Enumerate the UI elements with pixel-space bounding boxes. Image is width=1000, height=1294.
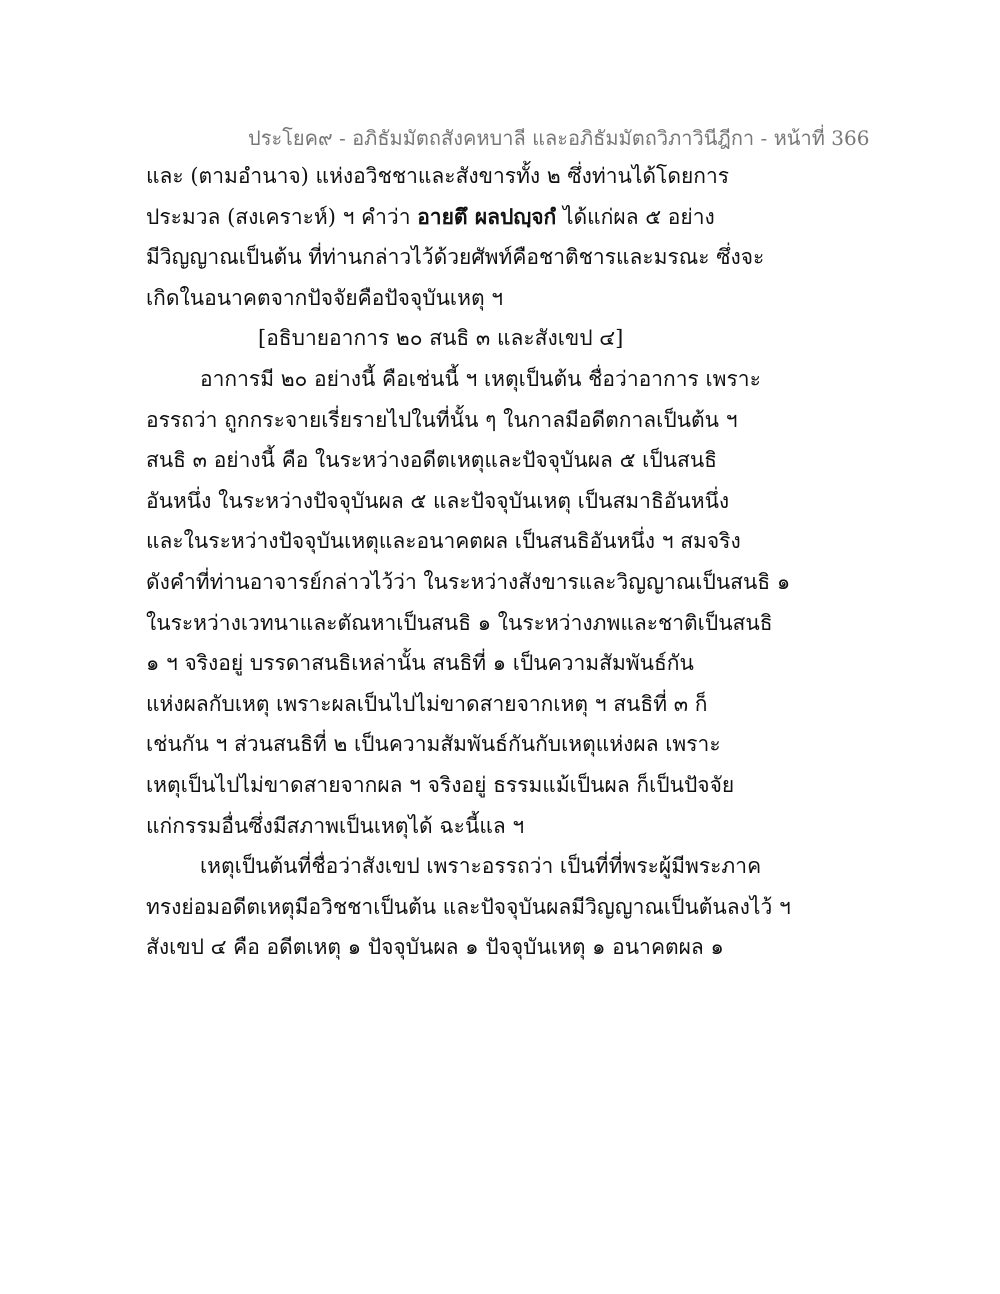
text-line: [146, 359, 761, 400]
text-line: [146, 197, 756, 238]
text-segment: อรรถว่า ถูกกระจายเรี่ยรายไปในที่นั้น ๆ ในกาลมีอดีตกาลเป็นต้น ฯ: [146, 407, 738, 432]
text-segment: เกิดในอนาคตจากปัจจัยคือปัจจุบันเหตุ ฯ: [146, 285, 504, 310]
text-line: [146, 278, 756, 319]
text-segment: [อธิบายอาการ ๒๐ สนธิ ๓ และสังเขป ๔]: [258, 326, 624, 351]
text-line: [146, 887, 791, 928]
text-line: [146, 237, 765, 278]
text-line: [146, 400, 756, 441]
text-segment: มีวิญญาณเป็นต้น ที่ท่านกล่าวไว้ด้วยศัพท์คือชาติชารและมรณะ ซึ่งจะ: [146, 245, 765, 270]
text-line: [146, 684, 756, 725]
text-segment: ดังคำที่ท่านอาจารย์กล่าวไว้ว่า ในระหว่างสังขารและวิญญาณเป็นสนธิ ๑: [146, 569, 791, 594]
text-segment: อาการมี ๒๐ อย่างนี้ คือเช่นนี้ ฯ เหตุเป็นต้น ชื่อว่าอาการ เพราะ: [200, 366, 761, 391]
text-segment: อันหนึ่ง ในระหว่างปัจจุบันผล ๕ และปัจจุบันเหตุ เป็นสมาธิอันหนึ่ง: [146, 488, 730, 513]
text-segment: สนธิ ๓ อย่างนี้ คือ ในระหว่างอดีตเหตุและปัจจุบันผล ๕ เป็นสนธิ: [146, 448, 717, 473]
page-header: ประโยค๙ - อภิธัมมัตถสังคหบาลี และอภิธัมมัตถวิภาวินีฎีกา - หน้าที่ 366: [248, 126, 870, 150]
text-segment: ในระหว่างเวทนาและตัณหาเป็นสนธิ ๑ ในระหว่างภพและชาติเป็นสนธิ: [146, 610, 773, 635]
text-segment: ทรงย่อมอดีตเหตุมีอวิชชาเป็นต้น และปัจจุบันผลมีวิญญาณเป็นต้นลงไว้ ฯ: [146, 894, 791, 919]
section-heading: [146, 318, 756, 359]
text-segment: สังเขป ๔ คือ อดีตเหตุ ๑ ปัจจุบันผล ๑ ปัจจุบันเหตุ ๑ อนาคตผล ๑: [146, 935, 724, 960]
text-line: [146, 562, 791, 603]
text-line: [146, 927, 756, 968]
bold-term: อายตึ ผลปญฺจกํ: [417, 203, 557, 229]
text-line: [146, 156, 756, 197]
text-line: [146, 481, 756, 522]
text-segment: และ (ตามอำนาจ) แห่งอวิชชาและสังขารทั้ง ๒ ซึ่งท่านได้โดยการ: [146, 164, 730, 188]
text-segment: ประมวล (สงเคราะห์) ฯ คำว่า: [146, 204, 418, 229]
text-segment: แห่งผลกับเหตุ เพราะผลเป็นไปไม่ขาดสายจากเหตุ ฯ สนธิที่ ๓ ก็: [146, 691, 708, 716]
text-line: [146, 765, 756, 806]
text-segment: ๑ ฯ จริงอยู่ บรรดาสนธิเหล่านั้น สนธิที่ ๑ เป็นความสัมพันธ์กัน: [146, 651, 694, 676]
text-segment: แก่กรรมอื่นซึ่งมีสภาพเป็นเหตุได้ ฉะนี้แล ฯ: [146, 813, 525, 838]
text-segment: เหตุเป็นต้นที่ชื่อว่าสังเขป เพราะอรรถว่า เป็นที่ที่พระผู้มีพระภาค: [200, 854, 762, 879]
text-line: [146, 521, 756, 562]
text-segment: และในระหว่างปัจจุบันเหตุและอนาคตผล เป็นสนธิอันหนึ่ง ฯ สมจริง: [146, 529, 741, 554]
text-line: [146, 806, 756, 847]
text-segment: เหตุเป็นไปไม่ขาดสายจากผล ฯ จริงอยู่ ธรรมแม้เป็นผล ก็เป็นปัจจัย: [146, 772, 735, 797]
text-line: [146, 724, 756, 765]
text-line: [146, 643, 756, 684]
text-segment: ได้แก่ผล ๕ อย่าง: [556, 204, 715, 229]
text-line: [146, 846, 762, 887]
text-line: [146, 603, 773, 644]
text-segment: เช่นกัน ฯ ส่วนสนธิที่ ๒ เป็นความสัมพันธ์กันกับเหตุแห่งผล เพราะ: [146, 732, 721, 757]
text-line: [146, 440, 756, 481]
text-body: [146, 156, 791, 968]
